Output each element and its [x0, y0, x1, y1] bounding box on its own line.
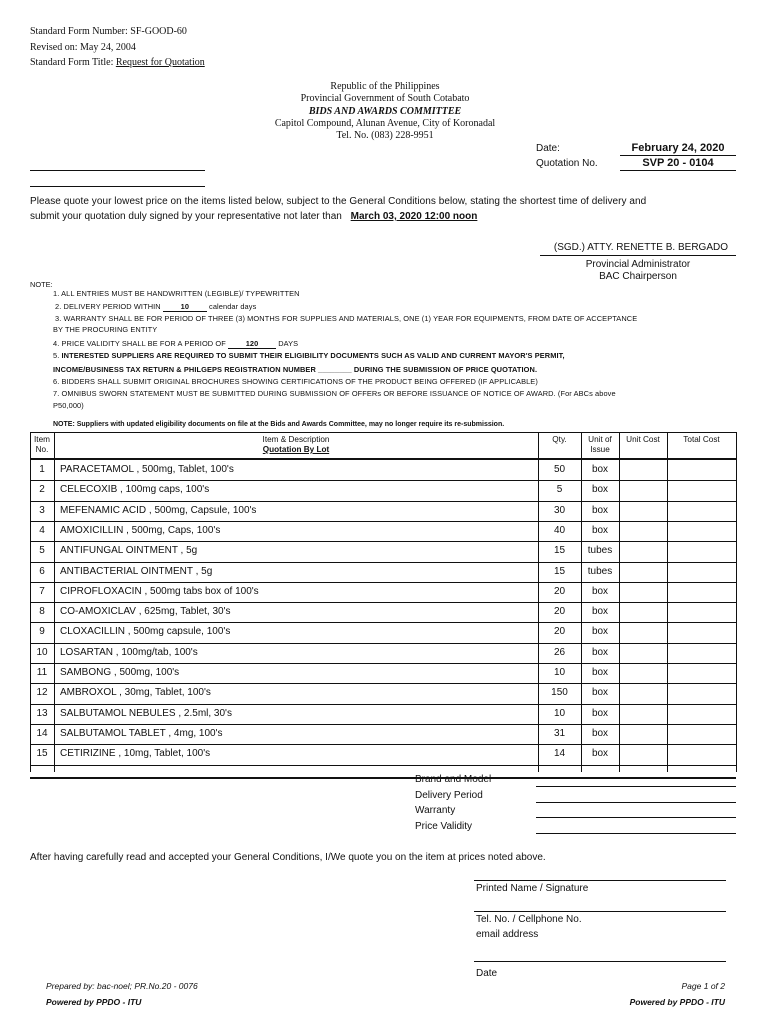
total-cost-field[interactable] [667, 522, 736, 540]
item-quantity: 150 [551, 687, 568, 699]
item-quantity: 20 [553, 626, 566, 638]
unit-cost-field[interactable] [619, 664, 667, 682]
header-item [30, 435, 54, 455]
warranty-label: Warranty [415, 805, 456, 816]
total-cost-field[interactable] [667, 461, 736, 479]
item-quantity: 20 [553, 606, 566, 618]
item-description: SALBUTAMOL TABLET , 4mg, 100's [60, 727, 223, 739]
signature-field[interactable] [474, 880, 726, 881]
unit-cost-field[interactable] [619, 522, 667, 540]
item-quantity: 26 [553, 646, 566, 658]
table-row-border [30, 765, 736, 766]
agency-committee: BIDS AND AWARDS COMMITTEE [308, 105, 462, 117]
item-number: 4 [39, 524, 45, 536]
supplier-date-label: Date [476, 968, 498, 979]
item-unit: box [591, 646, 609, 658]
item-number: 2 [39, 484, 45, 496]
intro-line-2 [30, 211, 477, 222]
item-quantity: 10 [553, 707, 566, 719]
intro-line-2-text: submit your quotation duly signed by your representative not later than [30, 211, 342, 222]
unit-cost-field[interactable] [619, 705, 667, 723]
page-number: Page 1 of 2 [681, 981, 725, 991]
quotation-table [30, 432, 736, 772]
note-7: 7. OMNIBUS SWORN STATEMENT MUST BE SUBMITTED DURING SUBMISSION OF OFFERs OR BEFORE ISSUANCE OF NOTICE OF AWARD. (For ABCs above [53, 389, 616, 398]
total-cost-field[interactable] [667, 725, 736, 743]
date-value: February 24, 2020 [631, 142, 725, 154]
note-5-cont: INCOME/BUSINESS TAX RETURN & PHILGEPS REGISTRATION NUMBER ________ DURING THE SUBMISSION OF PRICE QUOTATION. [53, 365, 538, 374]
note-3-cont: BY THE PROCURING ENTITY [53, 325, 158, 334]
note-4 [53, 339, 298, 349]
item-number: 6 [39, 565, 45, 577]
form-title-value: Request for Quotation [115, 57, 205, 68]
note-4-unit: DAYS [278, 339, 299, 348]
item-description: SALBUTAMOL NEBULES , 2.5ml, 30's [60, 707, 232, 719]
note-6: 6. BIDDERS SHALL SUBMIT ORIGINAL BROCHURES SHOWING CERTIFICATIONS OF THE PRODUCT BEING OFFERED (IF APPLICABLE) [53, 377, 538, 386]
note-1: 1. ALL ENTRIES MUST BE HANDWRITTEN (LEGIBLE)/ TYPEWRITTEN [53, 289, 300, 298]
item-quantity: 20 [553, 585, 566, 597]
header-unit [581, 435, 619, 455]
form-title-label: Standard Form Title: [30, 57, 116, 68]
total-cost-field[interactable] [667, 481, 736, 499]
total-cost-field[interactable] [667, 563, 736, 581]
brand-model-field[interactable] [536, 786, 736, 787]
header-qty: Qty. [552, 435, 567, 444]
unit-cost-field[interactable] [619, 502, 667, 520]
item-number: 13 [36, 707, 48, 719]
note-5-number: 5. [53, 351, 62, 360]
item-description: MEFENAMIC ACID , 500mg, Capsule, 100's [60, 504, 257, 516]
note-4-text: 4. PRICE VALIDITY SHALL BE FOR A PERIOD OF [53, 339, 226, 348]
note-3: 3. WARRANTY SHALL BE FOR PERIOD OF THREE (3) MONTHS FOR SUPPLIES AND MATERIALS, ONE (1) YEAR FOR EQUIPMENTS, FROM DATE OF ACCEPTANCE [55, 314, 638, 323]
item-number: 8 [39, 606, 45, 618]
note-2-unit: calendar days [209, 302, 257, 311]
item-description: CLOXACILLIN , 500mg capsule, 100's [60, 626, 231, 638]
unit-cost-field[interactable] [619, 644, 667, 662]
item-description: AMOXICILLIN , 500mg, Caps, 100's [60, 524, 221, 536]
item-quantity: 40 [553, 524, 566, 536]
item-number: 12 [36, 687, 48, 699]
item-quantity: 15 [553, 545, 566, 557]
item-quantity: 30 [553, 504, 566, 516]
addressee-line-2[interactable] [30, 186, 205, 187]
agency-block [0, 81, 770, 142]
item-description: AMBROXOL , 30mg, Tablet, 100's [60, 687, 211, 699]
item-unit: box [591, 484, 609, 496]
price-validity-field[interactable] [536, 833, 736, 834]
header-item-line-1: Item [34, 435, 50, 444]
quotation-number-label: Quotation No. [536, 158, 598, 169]
unit-cost-field[interactable] [619, 583, 667, 601]
header-total-cost: Total Cost [683, 435, 720, 444]
intro-line-1: Please quote your lowest price on the items listed below, subject to the General Conditions below, stating the shortest time of delivery and [30, 196, 647, 207]
signatory-underline [540, 255, 736, 256]
item-number: 11 [36, 667, 48, 678]
item-description: SAMBONG , 500mg, 100's [60, 667, 180, 678]
item-unit: box [591, 687, 609, 699]
note-2 [55, 302, 256, 312]
item-unit: box [591, 585, 609, 597]
total-cost-field[interactable] [667, 664, 736, 682]
table-top-border [30, 432, 736, 433]
unit-cost-field[interactable] [619, 481, 667, 499]
item-unit: box [591, 748, 609, 760]
note-5 [53, 351, 565, 360]
item-unit: box [591, 606, 609, 618]
item-quantity: 14 [553, 748, 566, 760]
item-unit: box [591, 727, 609, 739]
agency-tel: Tel. No. (083) 228-9951 [336, 130, 434, 142]
unit-cost-field[interactable] [619, 623, 667, 641]
item-description: CETIRIZINE , 10mg, Tablet, 100's [60, 748, 211, 760]
warranty-field[interactable] [536, 817, 736, 818]
header-unit-line-2: Issue [590, 445, 610, 454]
eligibility-note: NOTE: Suppliers with updated eligibility documents on file at the Bids and Awards Committee, may no longer require its re-submission. [53, 421, 505, 428]
item-number: 5 [39, 545, 45, 557]
item-quantity: 31 [553, 727, 566, 739]
notes-label: NOTE: [30, 280, 53, 289]
item-quantity: 50 [553, 464, 566, 475]
header-desc-line-1: Item & Description [262, 435, 330, 444]
price-validity-label: Price Validity [415, 821, 473, 832]
signatory-title-2: BAC Chairperson [599, 271, 677, 282]
deadline: March 03, 2020 12:00 noon [350, 211, 478, 222]
quotation-number-value: SVP 20 - 0104 [642, 157, 714, 169]
price-validity-value: 120 [228, 339, 276, 349]
tel-field[interactable] [474, 911, 726, 912]
table-bottom-border [30, 777, 736, 779]
item-description: CIPROFLOXACIN , 500mg tabs box of 100's [60, 585, 259, 597]
item-description: CELECOXIB , 100mg caps, 100's [60, 484, 210, 496]
delivery-days-value: 10 [163, 302, 207, 312]
unit-cost-field[interactable] [619, 684, 667, 702]
total-cost-field[interactable] [667, 705, 736, 723]
item-description: LOSARTAN , 100mg/tab, 100's [60, 646, 198, 658]
item-number: 9 [39, 626, 45, 638]
date-label: Date: [536, 143, 560, 154]
note-2-text: 2. DELIVERY PERIOD WITHIN [55, 302, 161, 311]
acceptance-statement: After having carefully read and accepted your General Conditions, I/We quote you on the item at prices noted above. [30, 852, 546, 863]
signatory-title-1: Provincial Administrator [585, 259, 691, 270]
unit-cost-field[interactable] [619, 542, 667, 560]
unit-cost-field[interactable] [619, 461, 667, 479]
item-number: 14 [36, 727, 48, 739]
date-underline [620, 155, 736, 156]
powered-by-right: Powered by PPDO - ITU [629, 997, 725, 1007]
total-cost-field[interactable] [667, 684, 736, 702]
header-unit-cost: Unit Cost [626, 435, 660, 444]
item-description: ANTIFUNGAL OINTMENT , 5g [60, 545, 198, 557]
item-unit: tubes [587, 545, 613, 557]
total-cost-field[interactable] [667, 623, 736, 641]
delivery-period-field[interactable] [536, 802, 736, 803]
total-cost-field[interactable] [667, 603, 736, 621]
printed-name-label: Printed Name / Signature [476, 883, 589, 894]
date-field[interactable] [474, 961, 726, 962]
item-unit: box [591, 524, 609, 536]
col-border-right [736, 432, 737, 772]
header-item-line-2: No. [35, 445, 49, 454]
form-title [30, 57, 205, 68]
item-unit: tubes [587, 565, 613, 577]
unit-cost-field[interactable] [619, 745, 667, 763]
prepared-by: Prepared by: bac-noel; PR.No.20 - 0076 [46, 981, 198, 991]
item-unit: box [591, 667, 609, 678]
unit-cost-field[interactable] [619, 603, 667, 621]
quotation-number-underline [620, 170, 736, 171]
item-number: 15 [36, 748, 48, 760]
item-number: 10 [36, 646, 48, 658]
item-unit: box [591, 464, 609, 475]
item-quantity: 15 [553, 565, 566, 577]
delivery-period-label: Delivery Period [415, 790, 483, 801]
brand-model-label: Brand and Model [415, 774, 492, 785]
header-desc-line-2: Quotation By Lot [262, 445, 330, 454]
email-label: email address [476, 929, 539, 940]
item-number: 1 [39, 464, 45, 475]
note-7-cont: P50,000) [53, 401, 84, 410]
revised-date: Revised on: May 24, 2004 [30, 42, 136, 53]
form-number: Standard Form Number: SF-GOOD-60 [30, 26, 187, 37]
agency-address: Capitol Compound, Alunan Avenue, City of Koronadal [274, 117, 496, 129]
table-header-border [30, 458, 736, 460]
item-description: CO-AMOXICLAV , 625mg, Tablet, 30's [60, 606, 231, 618]
item-unit: box [591, 707, 609, 719]
item-quantity: 10 [553, 667, 566, 678]
header-unit-line-1: Unit of [588, 435, 612, 444]
addressee-line-1[interactable] [30, 170, 205, 171]
item-number: 3 [39, 504, 45, 516]
signatory-name: (SGD.) ATTY. RENETTE B. BERGADO [553, 242, 728, 253]
item-description: PARACETAMOL , 500mg, Tablet, 100's [60, 464, 234, 475]
item-unit: box [591, 626, 609, 638]
agency-line-1: Republic of the Philippines [330, 81, 440, 92]
item-number: 7 [39, 585, 45, 597]
tel-label: Tel. No. / Cellphone No. [476, 914, 582, 925]
unit-cost-field[interactable] [619, 563, 667, 581]
total-cost-field[interactable] [667, 583, 736, 601]
item-quantity: 5 [556, 484, 563, 496]
item-unit: box [591, 504, 609, 516]
total-cost-field[interactable] [667, 542, 736, 560]
unit-cost-field[interactable] [619, 725, 667, 743]
total-cost-field[interactable] [667, 745, 736, 763]
total-cost-field[interactable] [667, 502, 736, 520]
header-description [54, 435, 538, 455]
total-cost-field[interactable] [667, 644, 736, 662]
agency-line-2: Provincial Government of South Cotabato [300, 93, 470, 105]
note-5-text: INTERESTED SUPPLIERS ARE REQUIRED TO SUBMIT THEIR ELIGIBILITY DOCUMENTS SUCH AS VALID AND CURRENT MAYOR'S PERMIT, [61, 351, 565, 360]
item-description: ANTIBACTERIAL OINTMENT , 5g [60, 565, 213, 577]
powered-by-left: Powered by PPDO - ITU [46, 997, 142, 1007]
